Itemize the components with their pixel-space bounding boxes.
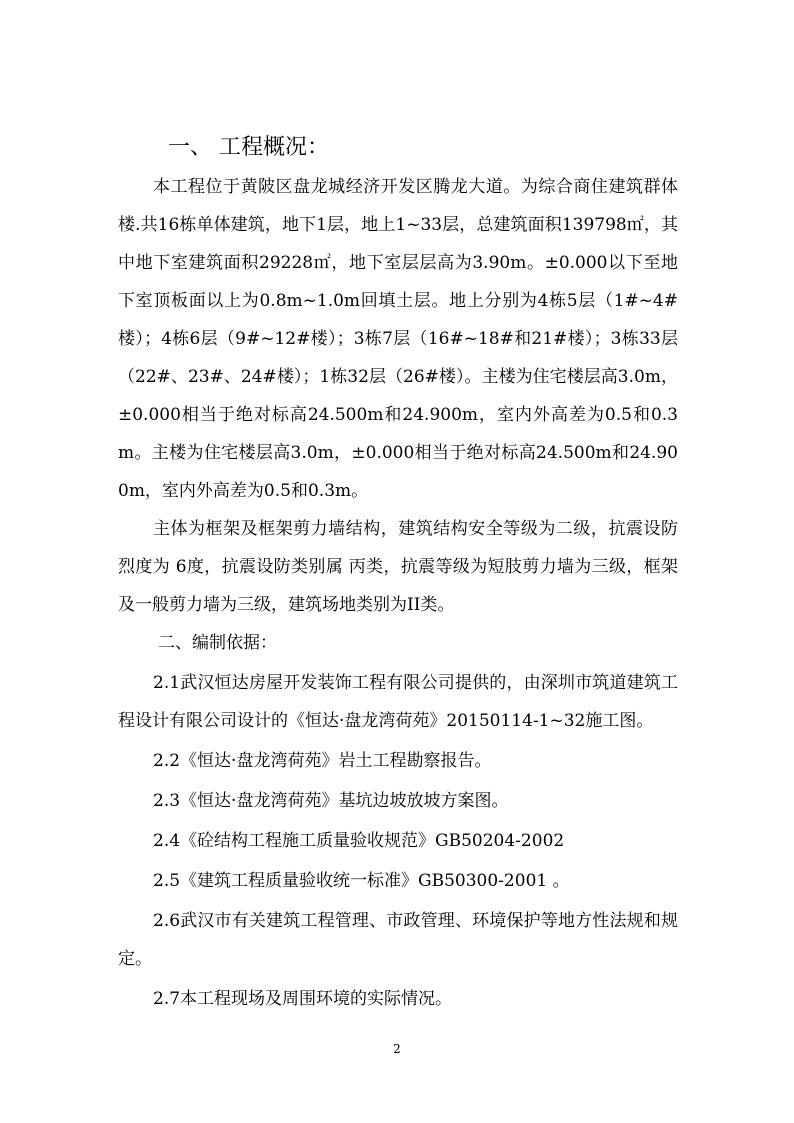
document-body xyxy=(118,128,678,1018)
section2-item-2-6: 2.6武汉市有关建筑工程管理、市政管理、环境保护等地方性法规和规定。 xyxy=(118,911,678,969)
section2-item-2-3: 2.3《恒达·盘龙湾荷苑》基坑边坡放坡方案图。 xyxy=(153,791,509,811)
section2-item-2-5: 2.5《建筑工程质量验收统一标准》GB50300-2001 。 xyxy=(153,871,570,891)
section2-item-2-2: 2.2《恒达·盘龙湾荷苑》岩土工程勘察报告。 xyxy=(153,751,492,771)
section2-item-2-1: 2.1武汉恒达房屋开发装饰工程有限公司提供的，由深圳市筑道建筑工程设计有限公司设计的《恒达·盘龙湾荷苑》20150114-1~32施工图。 xyxy=(118,673,678,731)
section2-heading: 二、编制依据： xyxy=(158,633,277,653)
section2-item-2-4: 2.4《砼结构工程施工质量验收规范》GB50204-2002 xyxy=(153,831,565,851)
page-number: 2 xyxy=(393,1042,401,1056)
section1-paragraph-overview: 本工程位于黄陂区盘龙城经济开发区腾龙大道。为综合商住建筑群体楼.共16栋单体建筑，地下1层，地上1~33层，总建筑面积139798㎡，其中地下室建筑面积29228㎡，地下室层层高为3.90m。±0.000以下至地下室顶板面以上为0.8m~1.0m回填土层。地上分别为4栋5层（1#~4#楼）；4栋6层（9#~12#楼）；3栋7层（16#~18#和21#楼）；3栋33层（22#、23#、24#楼）；1栋32层（26#楼）。主楼为住宅楼层高3.0m，±0.000相当于绝对标高24.500m和24.900m，室内外高差为0.5和0.3m。主楼为住宅楼层高3.0m，±0.000相当于绝对标高24.500m和24.900m，室内外高差为0.5和0.3m。 xyxy=(118,177,678,501)
section1-heading: 一、 工程概况： xyxy=(168,135,329,160)
section2-item-2-7: 2.7本工程现场及周围环境的实际情况。 xyxy=(153,989,453,1009)
section1-paragraph-structure: 主体为框架及框架剪力墙结构，建筑结构安全等级为二级，抗震设防烈度为 6度，抗震设防类别属 丙类，抗震等级为短肢剪力墙为三级，框架及一般剪力墙为三级，建筑场地类别为II类。 xyxy=(118,519,678,615)
